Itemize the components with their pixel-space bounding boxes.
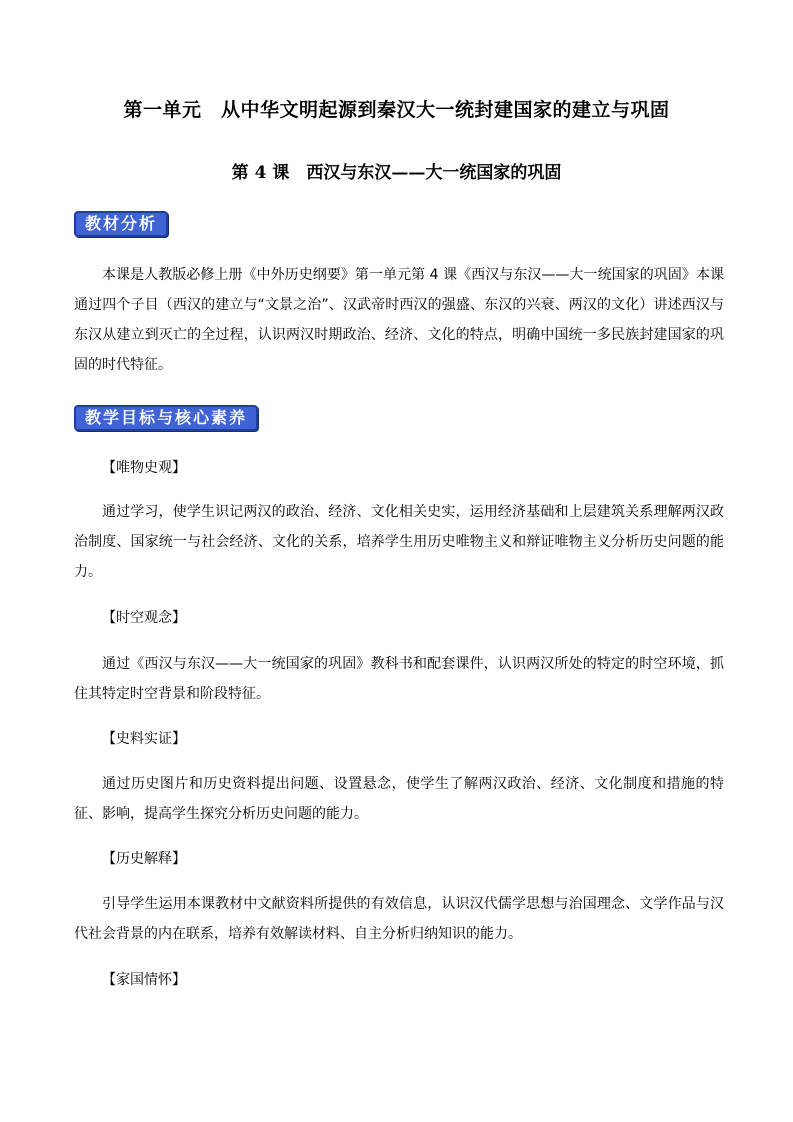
subheading-materialism: 【唯物史观】 (102, 460, 186, 476)
analysis-paragraph: 本课是人教版必修上册《中外历史纲要》第一单元第 4 课《西汉与东汉——大一统国家的巩固》本课通过四个子目（西汉的建立与“文景之治”、汉武帝时西汉的强盛、东汉的兴衰、两汉的文化）讲述西汉与东汉从建立到灭亡的全过程，认识两汉时期政治、经济、文化的特点，明确中国统一多民族封建国家的巩固的时代特征。 (74, 267, 724, 373)
section-badge-analysis: 教材分析 (74, 211, 168, 237)
subheading-spacetime: 【时空观念】 (102, 610, 186, 626)
subheading-evidence: 【史料实证】 (102, 731, 186, 747)
section-badge-goals: 教学目标与核心素养 (74, 405, 258, 431)
subheading-patriotism: 【家国情怀】 (102, 972, 186, 988)
paragraph-interpretation: 引导学生运用本课教材中文献资料所提供的有效信息，认识汉代儒学思想与治国理念、文学作品与汉代社会背景的内在联系，培养有效解读材料、自主分析归纳知识的能力。 (74, 896, 724, 942)
paragraph-evidence: 通过历史图片和历史资料提出问题、设置悬念，使学生了解两汉政治、经济、文化制度和措施的特征、影响，提高学生探究分析历史问题的能力。 (74, 776, 724, 822)
subheading-interpretation: 【历史解释】 (102, 851, 186, 867)
paragraph-materialism: 通过学习，使学生识记两汉的政治、经济、文化相关史实，运用经济基础和上层建筑关系理解两汉政治制度、国家统一与社会经济、文化的关系，培养学生用历史唯物主义和辩证唯物主义分析历史问题的能力。 (74, 504, 724, 580)
lesson-title: 第 4 课 西汉与东汉——大一统国家的巩固 (231, 163, 562, 183)
unit-title: 第一单元 从中华文明起源到秦汉大一统封建国家的建立与巩固 (123, 99, 670, 121)
paragraph-spacetime: 通过《西汉与东汉——大一统国家的巩固》教科书和配套课件，认识两汉所处的特定的时空环境，抓住其特定时空背景和阶段特征。 (74, 656, 724, 702)
